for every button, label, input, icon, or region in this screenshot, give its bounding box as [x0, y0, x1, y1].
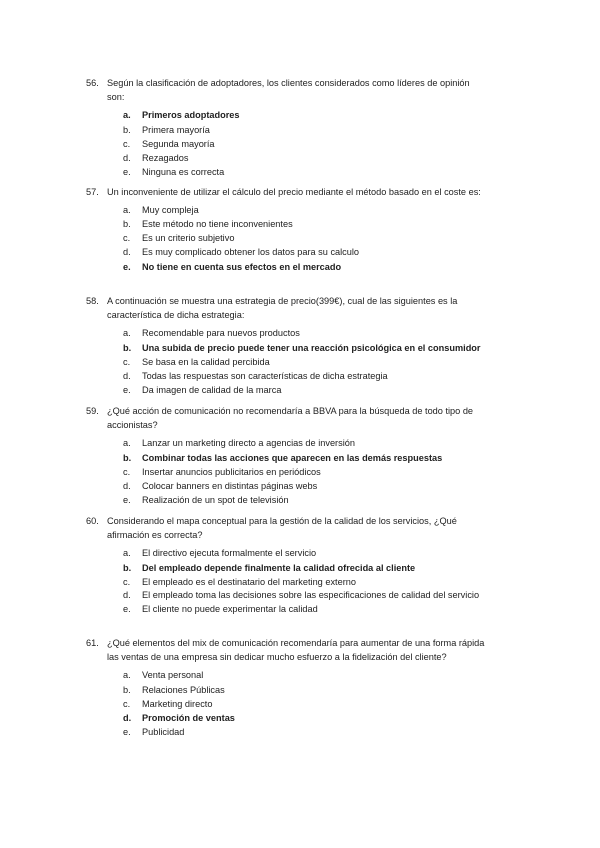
option-letter: a.	[123, 328, 131, 339]
option-text: El empleado toma las decisiones sobre las especificaciones de calidad del servicio	[142, 589, 480, 600]
question-56	[86, 76, 486, 179]
option-text: Lanzar un marketing directo a agencias de inversión	[142, 438, 355, 449]
option-a	[123, 436, 486, 450]
option-letter: c.	[123, 576, 131, 587]
option-letter: e.	[123, 726, 131, 737]
question-58	[86, 294, 486, 397]
option-text: Es un criterio subjetivo	[142, 233, 235, 244]
question-number: 59.	[86, 406, 99, 416]
option-a	[123, 546, 486, 560]
question-text: A continuación se muestra una estrategia de precio(399€), cual de las siguientes es la característica de dicha estrategia:	[107, 296, 458, 321]
option-letter: c.	[123, 466, 131, 477]
option-letter: d.	[123, 152, 131, 163]
option-text: Combinar todas las acciones que aparecen en las demás respuestas	[142, 452, 443, 463]
option-letter: a.	[123, 670, 131, 681]
option-letter: d.	[123, 247, 131, 258]
option-c	[123, 697, 486, 711]
option-b	[123, 683, 486, 697]
option-letter: d.	[123, 480, 131, 491]
option-a	[123, 203, 486, 217]
option-text: Realización de un spot de televisión	[142, 494, 289, 505]
option-d	[123, 369, 486, 383]
option-text: Se basa en la calidad percibida	[142, 356, 270, 367]
option-text: Del empleado depende finalmente la calidad ofrecida al cliente	[142, 562, 416, 573]
option-a	[123, 326, 486, 340]
option-letter: e.	[123, 261, 131, 272]
option-b	[123, 123, 486, 137]
question-number: 60.	[86, 516, 99, 526]
option-letter: e.	[123, 384, 131, 395]
option-b	[123, 341, 486, 355]
option-text: El empleado es el destinatario del marketing externo	[142, 576, 356, 587]
option-letter: a.	[123, 110, 131, 121]
option-text: Da imagen de calidad de la marca	[142, 384, 282, 395]
question-text: Un inconveniente de utilizar el cálculo del precio mediante el método basado en el coste es:	[107, 187, 481, 197]
option-letter: b.	[123, 452, 132, 463]
option-e	[123, 383, 486, 397]
option-d	[123, 479, 486, 493]
option-text: Primeros adoptadores	[142, 110, 240, 121]
question-text: Considerando el mapa conceptual para la gestión de la calidad de los servicios, ¿Qué afirmación es correcta?	[107, 516, 457, 541]
option-text: Insertar anuncios publicitarios en periódicos	[142, 466, 321, 477]
option-letter: b.	[123, 562, 132, 573]
option-text: Colocar banners en distintas páginas webs	[142, 480, 318, 491]
option-c	[123, 137, 486, 151]
option-letter: c.	[123, 356, 131, 367]
option-e	[123, 602, 486, 616]
option-e	[123, 260, 486, 274]
answer-options	[86, 668, 486, 738]
option-b	[123, 451, 486, 465]
option-letter: d.	[123, 370, 131, 381]
option-text: Marketing directo	[142, 698, 213, 709]
option-text: Promoción de ventas	[142, 712, 235, 723]
option-e	[123, 725, 486, 739]
option-letter: e.	[123, 166, 131, 177]
option-d	[123, 711, 486, 725]
option-d	[123, 151, 486, 165]
question-number: 58.	[86, 296, 99, 306]
option-b	[123, 217, 486, 231]
option-letter: b.	[123, 684, 131, 695]
option-letter: d.	[123, 712, 132, 723]
question-number: 57.	[86, 187, 99, 197]
option-text: El cliente no puede experimentar la calidad	[142, 603, 318, 614]
option-letter: c.	[123, 233, 131, 244]
option-letter: c.	[123, 698, 131, 709]
option-text: El directivo ejecuta formalmente el servicio	[142, 548, 317, 559]
option-c	[123, 231, 486, 245]
option-text: Segunda mayoría	[142, 138, 215, 149]
option-text: Primera mayoría	[142, 124, 210, 135]
option-text: Este método no tiene inconvenientes	[142, 219, 293, 230]
option-a	[123, 108, 486, 122]
option-c	[123, 355, 486, 369]
question-text: Según la clasificación de adoptadores, los clientes considerados como líderes de opinión son:	[107, 78, 470, 103]
option-e	[123, 493, 486, 507]
question-text: ¿Qué elementos del mix de comunicación recomendaría para aumentar de una forma rápida las ventas de una empresa sin dedicar mucho esfuerzo a la fidelización del cliente?	[107, 638, 485, 663]
option-text: Relaciones Públicas	[142, 684, 225, 695]
option-e	[123, 165, 486, 179]
option-text: Ninguna es correcta	[142, 166, 225, 177]
option-a	[123, 668, 486, 682]
question-text: ¿Qué acción de comunicación no recomendaría a BBVA para la búsqueda de todo tipo de accionistas?	[107, 406, 474, 431]
option-letter: e.	[123, 603, 131, 614]
question-number: 61.	[86, 638, 99, 648]
option-letter: a.	[123, 548, 131, 559]
option-text: Todas las respuestas son características de dicha estrategia	[142, 370, 388, 381]
option-letter: b.	[123, 219, 131, 230]
option-letter: b.	[123, 342, 132, 353]
option-letter: b.	[123, 124, 131, 135]
answer-options	[86, 436, 486, 506]
option-c	[123, 575, 486, 589]
option-text: Rezagados	[142, 152, 189, 163]
option-letter: d.	[123, 589, 131, 600]
question-57	[86, 185, 486, 274]
answer-options	[86, 326, 486, 396]
option-c	[123, 465, 486, 479]
option-text: No tiene en cuenta sus efectos en el mercado	[142, 261, 342, 272]
answer-options	[86, 108, 486, 178]
answer-options	[86, 546, 486, 615]
option-text: Es muy complicado obtener los datos para su calculo	[142, 247, 360, 258]
option-letter: a.	[123, 438, 131, 449]
option-d	[123, 245, 486, 259]
option-text: Publicidad	[142, 726, 185, 737]
option-text: Muy compleja	[142, 205, 199, 216]
question-60	[86, 514, 486, 616]
option-letter: e.	[123, 494, 131, 505]
option-letter: c.	[123, 138, 131, 149]
option-b	[123, 561, 486, 575]
question-61	[86, 636, 486, 739]
question-number: 56.	[86, 78, 99, 88]
option-d	[123, 589, 486, 602]
option-text: Una subida de precio puede tener una reacción psicológica en el consumidor	[142, 342, 481, 353]
answer-options	[86, 203, 486, 273]
option-text: Venta personal	[142, 670, 204, 681]
option-text: Recomendable para nuevos productos	[142, 328, 300, 339]
option-letter: a.	[123, 205, 131, 216]
question-59	[86, 404, 486, 507]
